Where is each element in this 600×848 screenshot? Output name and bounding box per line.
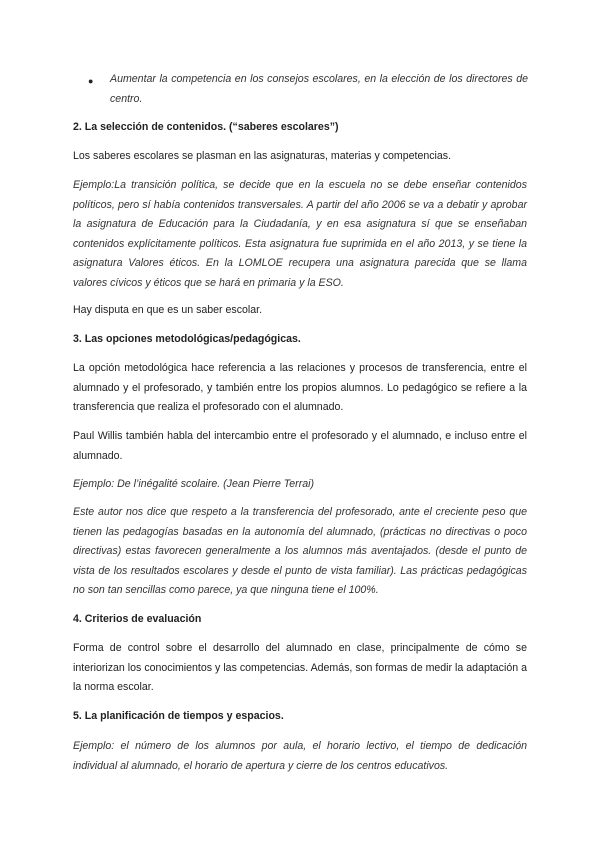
section-2-example: Ejemplo:La transición política, se decide que en la escuela no se debe enseñar contenidos políticos, pero sí había contenidos transversales. A partir del año 2006 se va a debatir y aprobar la asignatura de Educación para la Ciudadanía, y en esa asignatura sí que se enseñaban contenidos explícitamente políticos. Esta asignatura fue suprimida en el año 2013, y se tiene la asignatura Valores éticos. En la LOMLOE recupera una asignatura parecida que se llama valores cívicos y éticos que se hará en primaria y la ESO.: [73, 179, 527, 289]
section-3-example: Ejemplo: De l’inégalité scolaire. (Jean Pierre Terrai): [73, 478, 315, 490]
section-5-example: Ejemplo: el número de los alumnos por aula, el horario lectivo, el tiempo de dedicación individual al alumnado, el horario de apertura y cierre de los centros educativos.: [73, 740, 527, 772]
section-4-paragraph-1: Forma de control sobre el desarrollo del alumnado en clase, principalmente de cómo se interiorizan los conocimientos y las competencias. Además, son formas de medir la adaptación a la norma escolar.: [73, 642, 527, 693]
section-3-paragraph-2: Paul Willis también habla del intercambio entre el profesorado y el alumnado, e incluso entre el alumnado.: [73, 430, 527, 462]
section-3-paragraph-3: Este autor nos dice que respeto a la transferencia del profesorado, ante el creciente peso que tienen las pedagogías basadas en la autonomía del alumnado, (prácticas no directivas o poco directivas) estas favorecen generalmente a los alumnos más aventajados. (desde el punto de vista de los resultados escolares y desde el punto de vista familiar). Las prácticas pedagógicas no son tan sencillas como parece, ya que ninguna tiene el 100%.: [73, 506, 527, 596]
bullet-item-text: Aumentar la competencia en los consejos escolares, en la elección de los directores de centro.: [110, 73, 528, 105]
section-3-heading: 3. Las opciones metodológicas/pedagógicas.: [73, 333, 301, 345]
section-2-paragraph-2: Hay disputa en que es un saber escolar.: [73, 304, 263, 316]
section-3-paragraph-1: La opción metodológica hace referencia a las relaciones y procesos de transferencia, entre el alumnado y el profesorado, y también entre los propios alumnos. Lo pedagógico se refiere a la transferencia que realiza el profesorado con el alumnado.: [73, 362, 527, 413]
section-2-heading: 2. La selección de contenidos. (“saberes escolares”): [73, 121, 339, 133]
section-5-heading: 5. La planificación de tiempos y espacios.: [73, 710, 284, 722]
section-2-paragraph-1: Los saberes escolares se plasman en las asignaturas, materias y competencias.: [73, 150, 452, 162]
section-4-heading: 4. Criterios de evaluación: [73, 613, 202, 625]
bullet-icon: ●: [88, 76, 94, 86]
